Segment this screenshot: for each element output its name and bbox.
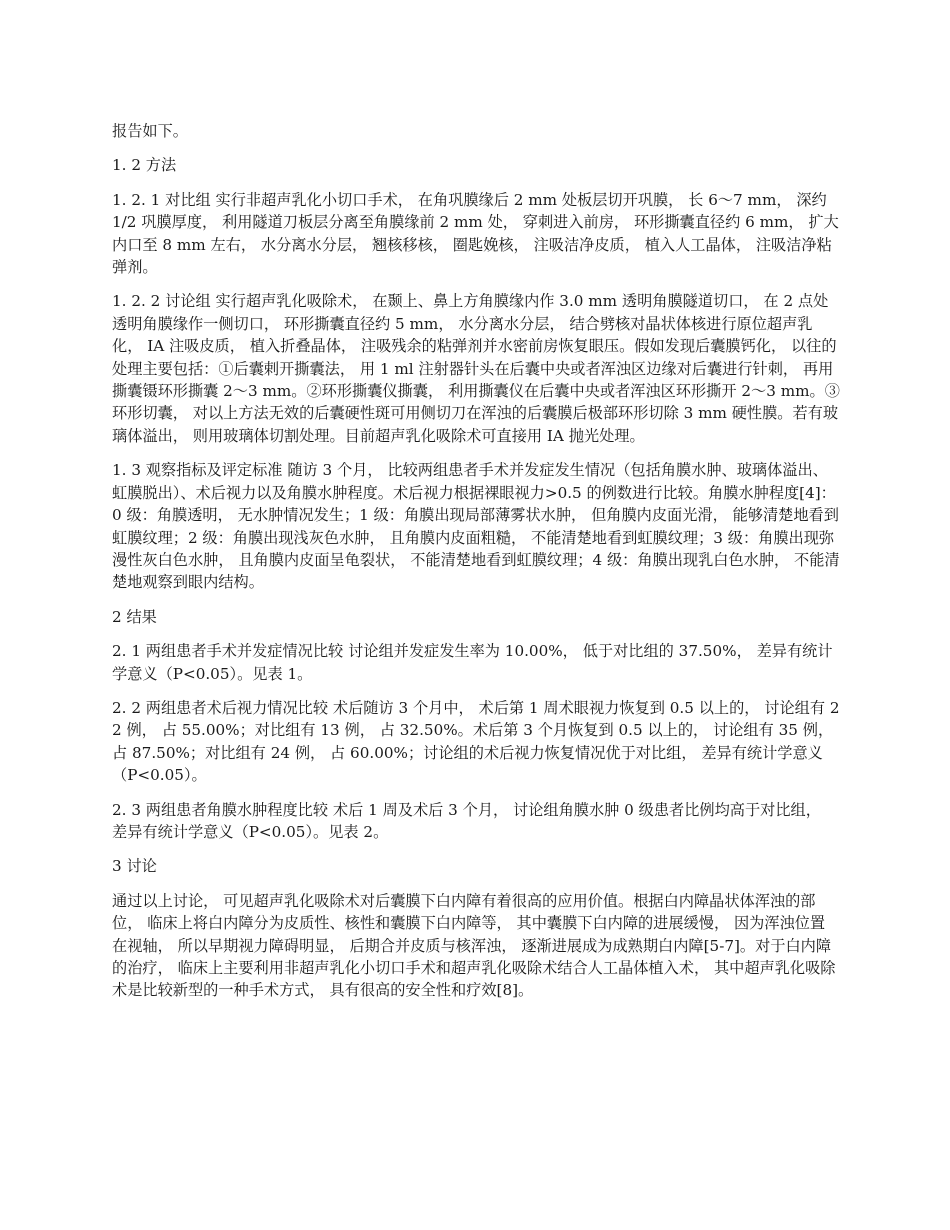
heading-methods: 1. 2 方法 <box>112 156 177 175</box>
paragraph-control-group: 1. 2. 1 对比组 实行非超声乳化小切口手术， 在角巩膜缘后 2 mm 处板层切开巩膜， 长 6～7 mm， 深约 1/2 巩膜厚度， 利用隧道刀板层分离至角膜缘前 2 mm 处， 穿刺进入前房， 环形撕囊直径约 6 mm， 扩大内口至 8 mm 左右， 水分离水分层， 翘核移核， 圈匙娩核， 注吸洁净皮质， 植入人工晶体， 注吸洁净粘弹剂。 <box>112 190 839 277</box>
paragraph-observation-criteria: 1. 3 观察指标及评定标准 随访 3 个月， 比较两组患者手术并发症发生情况（包括角膜水肿、玻璃体溢出、虹膜脱出）、术后视力以及角膜水肿程度。术后视力根据裸眼视力>0.5 的例数进行比较。角膜水肿程度[4]：0 级：角膜透明， 无水肿情况发生；1 级：角膜出现局部薄雾状水肿， 但角膜内皮面光滑， 能够清楚地看到虹膜纹理；2 级：角膜出现浅灰色水肿， 且角膜内皮面粗糙， 不能清楚地看到虹膜纹理；3 级：角膜出现弥漫性灰白色水肿， 且角膜内皮面呈龟裂状， 不能清楚地看到虹膜纹理；4 级：角膜出现乳白色水肿， 不能清楚地观察到眼内结构。 <box>112 461 840 592</box>
paragraph-vision-recovery: 2. 2 两组患者术后视力情况比较 术后随访 3 个月中， 术后第 1 周术眼视力恢复到 0.5 以上的， 讨论组有 22 例， 占 55.00%；对比组有 13 例， 占 32.50%。术后第 3 个月恢复到 0.5 以上的， 讨论组有 35 例， 占 87.50%；对比组有 24 例， 占 60.00%；讨论组的术后视力恢复情况优于对比组， 差异有统计学意义（P<0.05）。 <box>112 698 840 785</box>
heading-results: 2 结果 <box>112 607 157 626</box>
heading-discussion: 3 讨论 <box>112 857 157 876</box>
document-page <box>112 120 840 1014</box>
paragraph-study-group: 1. 2. 2 讨论组 实行超声乳化吸除术， 在颞上、鼻上方角膜缘内作 3.0 mm 透明角膜隧道切口， 在 2 点处透明角膜缘作一侧切口， 环形撕囊直径约 5 mm， 水分离水分层， 结合劈核对晶状体核进行原位超声乳化， IA 注吸皮质， 植入折叠晶体， 注吸残余的粘弹剂并水密前房恢复眼压。假如发现后囊膜钙化， 以往的处理主要包括：①后囊剌开撕囊法， 用 1 ml 注射器针头在后囊中央或者浑浊区边缘对后囊进行针刺， 再用撕囊镊环形撕囊 2～3 mm。②环形撕囊仪撕囊， 利用撕囊仪在后囊中央或者浑浊区环形撕开 2～3 mm。③环形切囊， 对以上方法无效的后囊硬性斑可用侧切刀在浑浊的后囊膜后极部环形切除 3 mm 硬性膜。若有玻璃体溢出， 则用玻璃体切割处理。目前超声乳化吸除术可直接用 IA 抛光处理。 <box>112 292 840 445</box>
paragraph-intro-tail: 报告如下。 <box>112 122 188 140</box>
paragraph-corneal-edema: 2. 3 两组患者角膜水肿程度比较 术后 1 周及术后 3 个月， 讨论组角膜水肿 0 级患者比例均高于对比组， 差异有统计学意义（P<0.05）。见表 2。 <box>112 800 821 841</box>
paragraph-complications: 2. 1 两组患者手术并发症情况比较 讨论组并发症发生率为 10.00%， 低于对比组的 37.50%， 差异有统计学意义（P<0.05）。见表 1。 <box>112 642 833 683</box>
paragraph-discussion: 通过以上讨论， 可见超声乳化吸除术对后囊膜下白内障有着很高的应用价值。根据白内障晶状体浑浊的部位， 临床上将白内障分为皮质性、核性和囊膜下白内障等， 其中囊膜下白内障的进展缓慢， 因为浑浊位置在视轴， 所以早期视力障碍明显， 后期合并皮质与核浑浊， 逐渐进展成为成熟期白内障[5-7]。对于白内障的治疗， 临床上主要利用非超声乳化小切口手术和超声乳化吸除术结合人工晶体植入术， 其中超声乳化吸除术是比较新型的一种手术方式， 具有很高的安全性和疗效[8]。 <box>112 891 836 1000</box>
